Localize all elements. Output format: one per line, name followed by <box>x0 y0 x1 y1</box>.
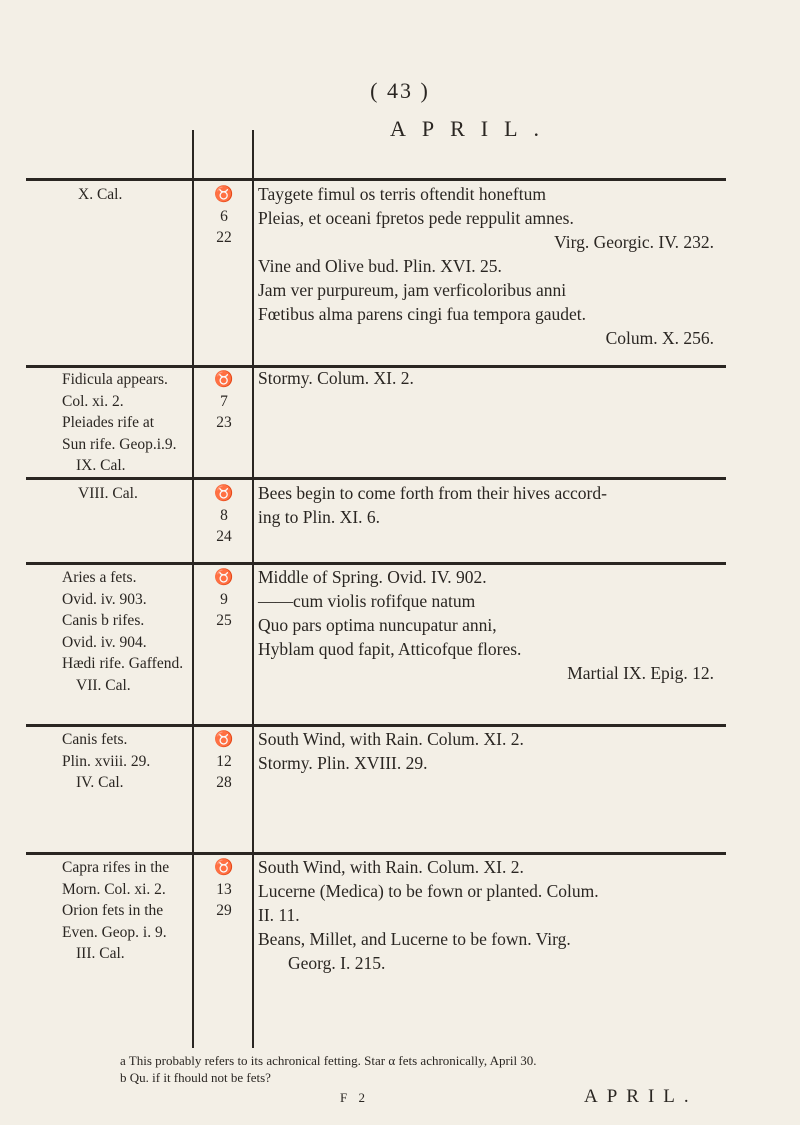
entry-citation: Colum. X. 256. <box>605 328 714 348</box>
day-of-month: 28 <box>216 774 232 791</box>
sign-day-cell <box>196 857 252 922</box>
sign-day-cell <box>196 483 252 548</box>
entry-line: Lucerne (Medica) to be fown or planted. Colum. <box>258 881 599 901</box>
entry-line: South Wind, with Rain. Colum. XI. 2. <box>258 729 524 749</box>
date-label: X. Cal. <box>78 186 123 203</box>
date-cell <box>62 729 192 794</box>
date-note: Ovid. iv. 903. <box>62 590 147 608</box>
day-of-month: 22 <box>216 229 232 246</box>
date-label: III. Cal. <box>76 945 125 962</box>
sign-degree: 6 <box>220 207 228 225</box>
date-note: Hædi rife. Gaffend. <box>62 655 184 672</box>
date-note: Aries a fets. <box>62 569 137 586</box>
entry-citation: Virg. Georgic. IV. 232. <box>554 232 714 252</box>
sign-degree: 9 <box>220 590 228 608</box>
entry-line: Quo pars optima nuncupatur anni, <box>258 615 497 635</box>
entry-cell <box>258 565 714 685</box>
sign-day-cell <box>196 567 252 632</box>
month-heading: APRIL. <box>390 116 556 141</box>
date-label: VIII. Cal. <box>78 485 138 502</box>
footnote-b: b Qu. if it fhould not be fets? <box>120 1070 271 1085</box>
entry-line: Middle of Spring. Ovid. IV. 902. <box>258 567 487 587</box>
entry-cell <box>258 481 714 529</box>
entry-line: Fœtibus alma parens cingi fua tempora gaudet. <box>258 304 587 324</box>
sign-degree: 8 <box>220 506 228 524</box>
date-note: Orion fets in the <box>62 902 164 919</box>
sign-degree: 7 <box>220 392 228 410</box>
entry-cell <box>258 727 714 775</box>
entry-line: Jam ver purpureum, jam verficoloribus anni <box>258 280 567 300</box>
date-note: Even. Geop. i. 9. <box>62 923 167 941</box>
date-note: Sun rife. Geop.i.9. <box>62 435 177 453</box>
taurus-icon: ♉ <box>214 485 234 502</box>
sign-degree: 13 <box>216 880 232 898</box>
entry-line: Bees begin to come forth from their hives accord- <box>258 483 607 503</box>
taurus-icon: ♉ <box>214 859 234 876</box>
entry-line: Stormy. Plin. XVIII. 29. <box>258 753 428 773</box>
date-cell <box>62 567 192 696</box>
catchword: APRIL. <box>584 1086 698 1107</box>
entry-line: ——cum violis rofifque natum <box>258 591 476 611</box>
entry-line: II. 11. <box>258 905 300 925</box>
sign-day-cell <box>196 184 252 249</box>
date-note: Ovid. iv. 904. <box>62 633 147 651</box>
date-cell <box>62 483 192 505</box>
entry-line: Hyblam quod fapit, Atticofque flores. <box>258 639 522 659</box>
date-note: Canis fets. <box>62 731 128 748</box>
date-note: Morn. Col. xi. 2. <box>62 880 166 898</box>
entry-line: ing to Plin. XI. 6. <box>258 507 381 527</box>
sign-day-cell <box>196 369 252 434</box>
date-label: IX. Cal. <box>76 457 126 474</box>
sign-degree: 12 <box>216 752 232 770</box>
column-rule-left <box>192 130 194 1048</box>
date-note: Plin. xviii. 29. <box>62 752 151 770</box>
date-note: Canis b rifes. <box>62 612 145 629</box>
date-cell <box>62 857 192 965</box>
taurus-icon: ♉ <box>214 186 234 203</box>
column-rule-right <box>252 130 254 1048</box>
date-note: Col. xi. 2. <box>62 392 124 410</box>
entry-line: Vine and Olive bud. Plin. XVI. 25. <box>258 256 502 276</box>
entry-cell <box>258 855 714 975</box>
page-number: ( 43 ) <box>370 78 430 103</box>
footnote-a: a This probably refers to its achronical fetting. Star α fets achronically, April 30. <box>120 1053 537 1068</box>
sign-day-cell <box>196 729 252 794</box>
entry-line: Georg. I. 215. <box>288 953 386 973</box>
day-of-month: 29 <box>216 902 232 919</box>
entry-cell <box>258 182 714 350</box>
day-of-month: 23 <box>216 414 232 431</box>
date-cell <box>62 369 192 477</box>
entry-line: Stormy. Colum. XI. 2. <box>258 368 414 388</box>
entry-cell <box>258 366 714 390</box>
row-rule <box>26 178 726 181</box>
day-of-month: 24 <box>216 528 232 545</box>
entry-line: Pleias, et oceani fpretos pede reppulit amnes. <box>258 208 574 228</box>
date-note: Fidicula appears. <box>62 371 168 388</box>
row-rule <box>26 477 726 480</box>
entry-line: Beans, Millet, and Lucerne to be fown. Virg. <box>258 929 571 949</box>
entry-line: South Wind, with Rain. Colum. XI. 2. <box>258 857 524 877</box>
entry-line: Taygete fimul os terris oftendit honeftum <box>258 184 546 204</box>
signature-mark: F 2 <box>340 1090 369 1105</box>
date-note: Pleiades rife at <box>62 414 155 431</box>
day-of-month: 25 <box>216 612 232 629</box>
taurus-icon: ♉ <box>214 371 234 388</box>
date-label: VII. Cal. <box>76 676 131 694</box>
date-note: Capra rifes in the <box>62 859 170 876</box>
date-label: IV. Cal. <box>76 774 124 791</box>
entry-citation: Martial IX. Epig. 12. <box>567 663 714 683</box>
taurus-icon: ♉ <box>214 569 234 586</box>
taurus-icon: ♉ <box>214 731 234 748</box>
date-cell <box>62 184 192 206</box>
